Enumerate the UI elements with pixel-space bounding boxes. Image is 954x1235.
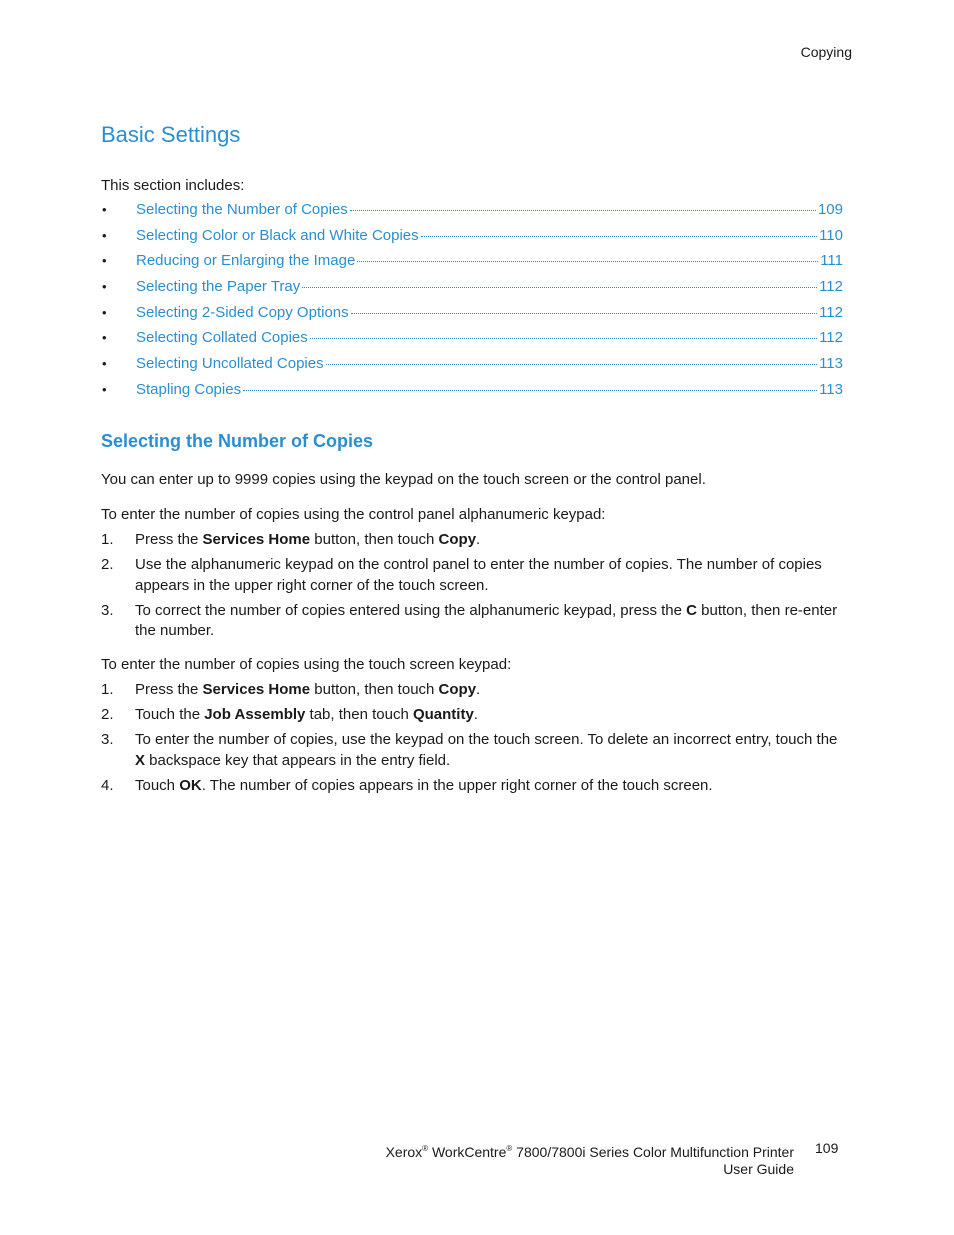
- toc-link-text: Reducing or Enlarging the Image: [136, 252, 356, 270]
- page-footer: [300, 1140, 794, 1178]
- step-text: Press the Services Home button, then touch Copy.: [135, 681, 481, 698]
- dot-leader: [351, 313, 817, 314]
- list-item: [101, 730, 841, 771]
- toc-link[interactable]: [136, 227, 843, 244]
- toc-item: [101, 278, 843, 304]
- page-number: 109: [815, 1140, 839, 1156]
- toc-link[interactable]: [136, 201, 843, 218]
- toc-page-number: 109: [817, 201, 843, 218]
- toc-link[interactable]: [136, 329, 843, 346]
- toc-link-text: Selecting the Number of Copies: [136, 201, 348, 218]
- list-item: [101, 601, 841, 642]
- list-item: [101, 705, 841, 726]
- step-number: 2.: [101, 706, 114, 723]
- bullet: •: [102, 253, 107, 269]
- list-item: [101, 530, 841, 551]
- toc-page-number: 113: [819, 355, 843, 373]
- paragraph: To enter the number of copies using the control panel alphanumeric keypad:: [101, 506, 606, 523]
- toc-link-text: Selecting Uncollated Copies: [136, 355, 324, 373]
- toc-page-number: 112: [819, 278, 843, 296]
- step-text: Touch the Job Assembly tab, then touch Quantity.: [135, 706, 478, 723]
- paragraph: To enter the number of copies using the touch screen keypad:: [101, 656, 512, 673]
- step-text: To enter the number of copies, use the keypad on the touch screen. To delete an incorrect entry, touch the X backspace key that appears in the entry field.: [135, 731, 838, 769]
- step-text: Press the Services Home button, then touch Copy.: [135, 531, 481, 548]
- toc-link[interactable]: [136, 252, 843, 269]
- toc-page-number: 112: [819, 303, 843, 321]
- dot-leader: [357, 261, 818, 262]
- bullet: •: [102, 279, 107, 295]
- toc-item: [101, 227, 843, 253]
- dot-leader: [350, 210, 816, 211]
- steps-list-control-panel: [101, 530, 841, 646]
- toc-item: [101, 381, 843, 407]
- bullet: •: [102, 381, 107, 397]
- step-number: 3.: [101, 731, 114, 748]
- bullet: •: [102, 304, 107, 320]
- toc-page-number: 113: [819, 380, 843, 398]
- bullet: •: [102, 227, 107, 243]
- toc-page-number: 111: [820, 252, 843, 270]
- footer-guide-label: User Guide: [723, 1161, 794, 1177]
- toc-link-text: Selecting Color or Black and White Copies: [136, 226, 419, 244]
- toc-link-text: Stapling Copies: [136, 380, 242, 398]
- toc-link[interactable]: [136, 278, 843, 295]
- steps-list-touch-screen: [101, 680, 841, 801]
- toc-link-text: Selecting Collated Copies: [136, 329, 308, 347]
- toc-item: [101, 201, 843, 227]
- step-number: 1.: [101, 531, 114, 548]
- toc-item: [101, 355, 843, 381]
- toc-page-number: 112: [819, 329, 843, 347]
- list-item: [101, 555, 841, 596]
- step-text: Touch OK. The number of copies appears in the upper right corner of the touch screen.: [135, 776, 713, 794]
- toc-item: [101, 252, 843, 278]
- list-item: [101, 680, 841, 701]
- bullet: •: [102, 330, 107, 346]
- page-title: Basic Settings: [101, 122, 241, 147]
- toc-item: [101, 329, 843, 355]
- section-heading: Selecting the Number of Copies: [101, 431, 374, 451]
- footer-product-line: Xerox® WorkCentre® 7800/7800i Series Color Multifunction Printer: [385, 1144, 794, 1160]
- toc-link[interactable]: [136, 355, 843, 372]
- toc-page-number: 110: [819, 226, 843, 244]
- bullet: •: [102, 202, 107, 217]
- step-number: 2.: [101, 556, 114, 573]
- list-item: [101, 776, 841, 797]
- step-text: Use the alphanumeric keypad on the control panel to enter the number of copies. The number of copies appears in the upper right corner of the touch screen.: [135, 556, 822, 594]
- bullet: •: [102, 356, 107, 372]
- step-number: 1.: [101, 681, 114, 698]
- dot-leader: [326, 364, 817, 365]
- table-of-contents: [101, 201, 843, 407]
- dot-leader: [243, 390, 817, 391]
- dot-leader: [302, 287, 817, 288]
- toc-link-text: Selecting the Paper Tray: [136, 278, 301, 296]
- dot-leader: [310, 338, 817, 339]
- step-text: To correct the number of copies entered using the alphanumeric keypad, press the C button, then re-enter the number.: [135, 601, 838, 639]
- toc-link[interactable]: [136, 304, 843, 321]
- dot-leader: [421, 236, 817, 237]
- intro-text: This section includes:: [101, 177, 245, 194]
- toc-item: [101, 304, 843, 330]
- step-number: 3.: [101, 601, 114, 619]
- running-header: Copying: [800, 44, 852, 60]
- paragraph: You can enter up to 9999 copies using the keypad on the touch screen or the control panel.: [101, 471, 706, 488]
- toc-link[interactable]: [136, 381, 843, 398]
- toc-link-text: Selecting 2-Sided Copy Options: [136, 303, 349, 321]
- step-number: 4.: [101, 776, 114, 794]
